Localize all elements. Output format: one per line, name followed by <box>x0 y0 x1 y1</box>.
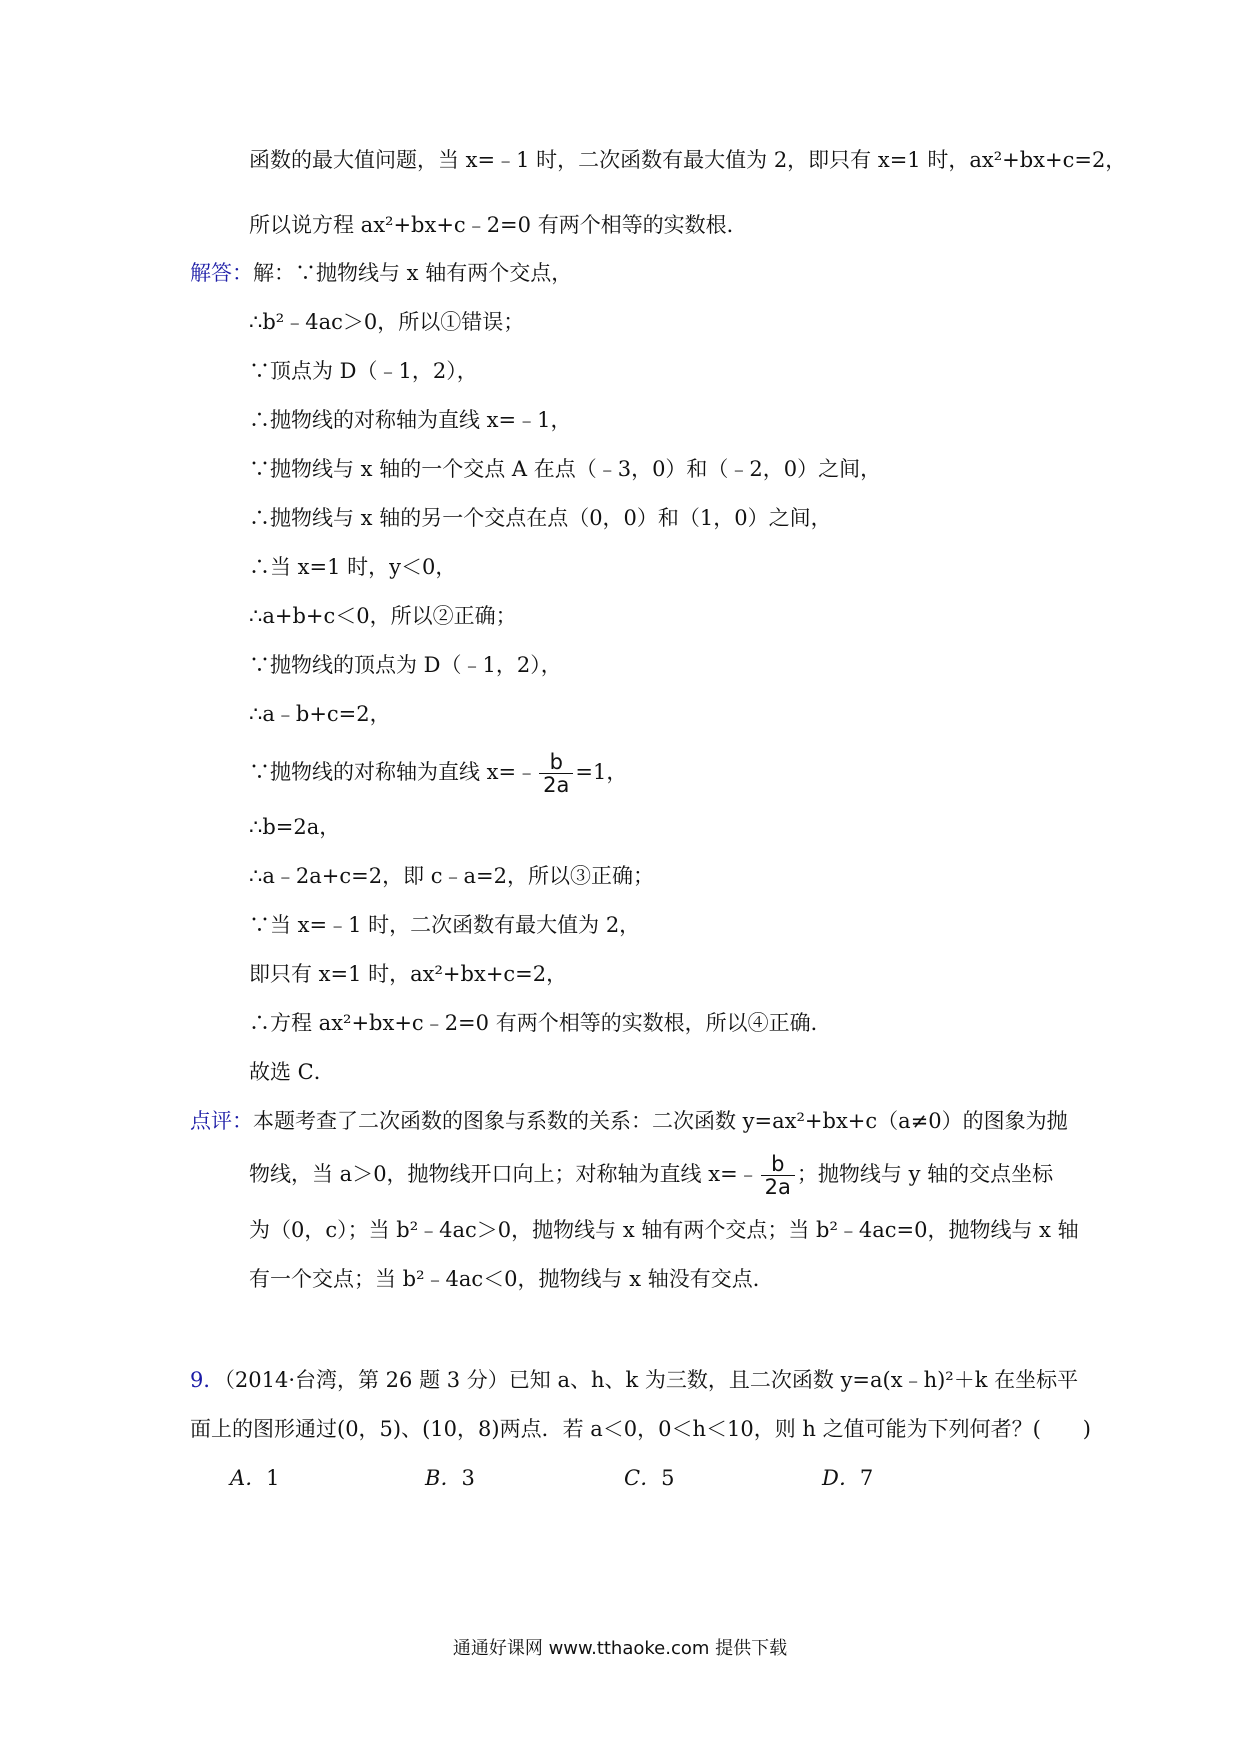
option-letter: A． <box>230 1466 267 1490</box>
answer-step: ∴a+b+c＜0，所以②正确； <box>249 604 517 628</box>
answer-step: ∴a﹣b+c=2， <box>249 702 391 726</box>
answer-step: ∴抛物线的对称轴为直线 x=﹣1， <box>249 408 572 432</box>
answer-first-line: 解：∵抛物线与 x 轴有两个交点， <box>253 261 573 285</box>
question-line-1 <box>190 1365 1078 1395</box>
intro-line-2: 所以说方程 ax²+bx+c﹣2=0 有两个相等的实数根． <box>249 213 748 237</box>
fraction-denominator: 2a <box>764 1175 791 1199</box>
comment-line-2 <box>249 1150 1053 1198</box>
comment-line-1: 本题考查了二次函数的图象与系数的关系：二次函数 y=ax²+bx+c（a≠0）的图象为抛 <box>253 1109 1068 1133</box>
axis-line-suffix: =1， <box>575 760 628 784</box>
answer-step: ∴方程 ax²+bx+c﹣2=0 有两个相等的实数根，所以④正确． <box>249 1011 832 1035</box>
answer-step: ∴b=2a， <box>249 815 341 839</box>
option-letter: C． <box>624 1466 662 1490</box>
intro-line-1: 函数的最大值问题，当 x=﹣1 时，二次函数有最大值为 2，即只有 x=1 时，ax²+bx+c=2， <box>249 148 1127 172</box>
option-value: 5 <box>661 1466 675 1490</box>
answer-step: 即只有 x=1 时，ax²+bx+c=2， <box>249 962 568 986</box>
option-value: 7 <box>859 1466 874 1490</box>
answer-step: ∴a﹣2a+c=2，即 c﹣a=2，所以③正确； <box>249 864 654 888</box>
option-value: 3 <box>461 1466 475 1490</box>
answer-step: ∴抛物线与 x 轴的另一个交点在点（0，0）和（1，0）之间， <box>249 506 832 530</box>
answer-step: ∵抛物线的顶点为 D（﹣1，2）， <box>249 653 562 677</box>
option-c <box>624 1463 674 1493</box>
axis-of-symmetry-line <box>249 748 627 796</box>
question-text-1: （2014·台湾，第 26 题 3 分）已知 a、h、k 为三数，且二次函数 y=a(x﹣h)²＋k 在坐标平 <box>224 1368 1079 1392</box>
answer-step: ∴b²﹣4ac＞0，所以①错误； <box>249 310 525 334</box>
fraction-b-over-2a <box>761 1153 795 1198</box>
axis-line-prefix: ∵抛物线的对称轴为直线 x=﹣ <box>249 760 538 784</box>
comment-line-2-suffix: ；抛物线与 y 轴的交点坐标 <box>796 1162 1054 1186</box>
answer-step: ∴当 x=1 时，y＜0， <box>249 555 457 579</box>
fraction-b-over-2a <box>539 751 573 796</box>
answer-step: ∵抛物线与 x 轴的一个交点 A 在点（﹣3，0）和（﹣2，0）之间， <box>249 457 882 481</box>
comment-line-3: 为（0，c）；当 b²﹣4ac＞0，抛物线与 x 轴有两个交点；当 b²﹣4ac=0，抛物线与 x 轴 <box>249 1218 1079 1242</box>
option-a <box>230 1463 280 1493</box>
answer-step: ∵当 x=﹣1 时，二次函数有最大值为 2， <box>249 913 641 937</box>
fraction-denominator: 2a <box>543 773 570 797</box>
option-d <box>822 1463 873 1493</box>
option-b <box>425 1463 475 1493</box>
comment-label: 点评： <box>190 1109 253 1133</box>
fraction-numerator: b <box>549 750 563 774</box>
fraction-numerator: b <box>771 1152 785 1176</box>
option-letter: B． <box>425 1466 462 1490</box>
answer-conclusion: 故选 C． <box>249 1060 335 1084</box>
option-value: 1 <box>266 1466 280 1490</box>
comment-block-first <box>190 1106 1068 1136</box>
option-letter: D． <box>822 1466 860 1490</box>
comment-line-4: 有一个交点；当 b²﹣4ac＜0，抛物线与 x 轴没有交点． <box>249 1267 774 1291</box>
page-footer: 通通好课网 www.tthaoke.com 提供下载 <box>452 1638 788 1659</box>
question-line-2: 面上的图形通过(0，5)、(10，8)两点．若 a＜0，0＜h＜10，则 h 之值可能为下列何者？( ) <box>190 1417 1091 1441</box>
comment-line-2-prefix: 物线，当 a＞0，抛物线开口向上；对称轴为直线 x=﹣ <box>249 1162 759 1186</box>
answer-step: ∵顶点为 D（﹣1，2）， <box>249 359 478 383</box>
answer-block-first <box>190 258 572 288</box>
answer-label: 解答： <box>190 261 253 285</box>
question-number: 9． <box>190 1368 225 1392</box>
